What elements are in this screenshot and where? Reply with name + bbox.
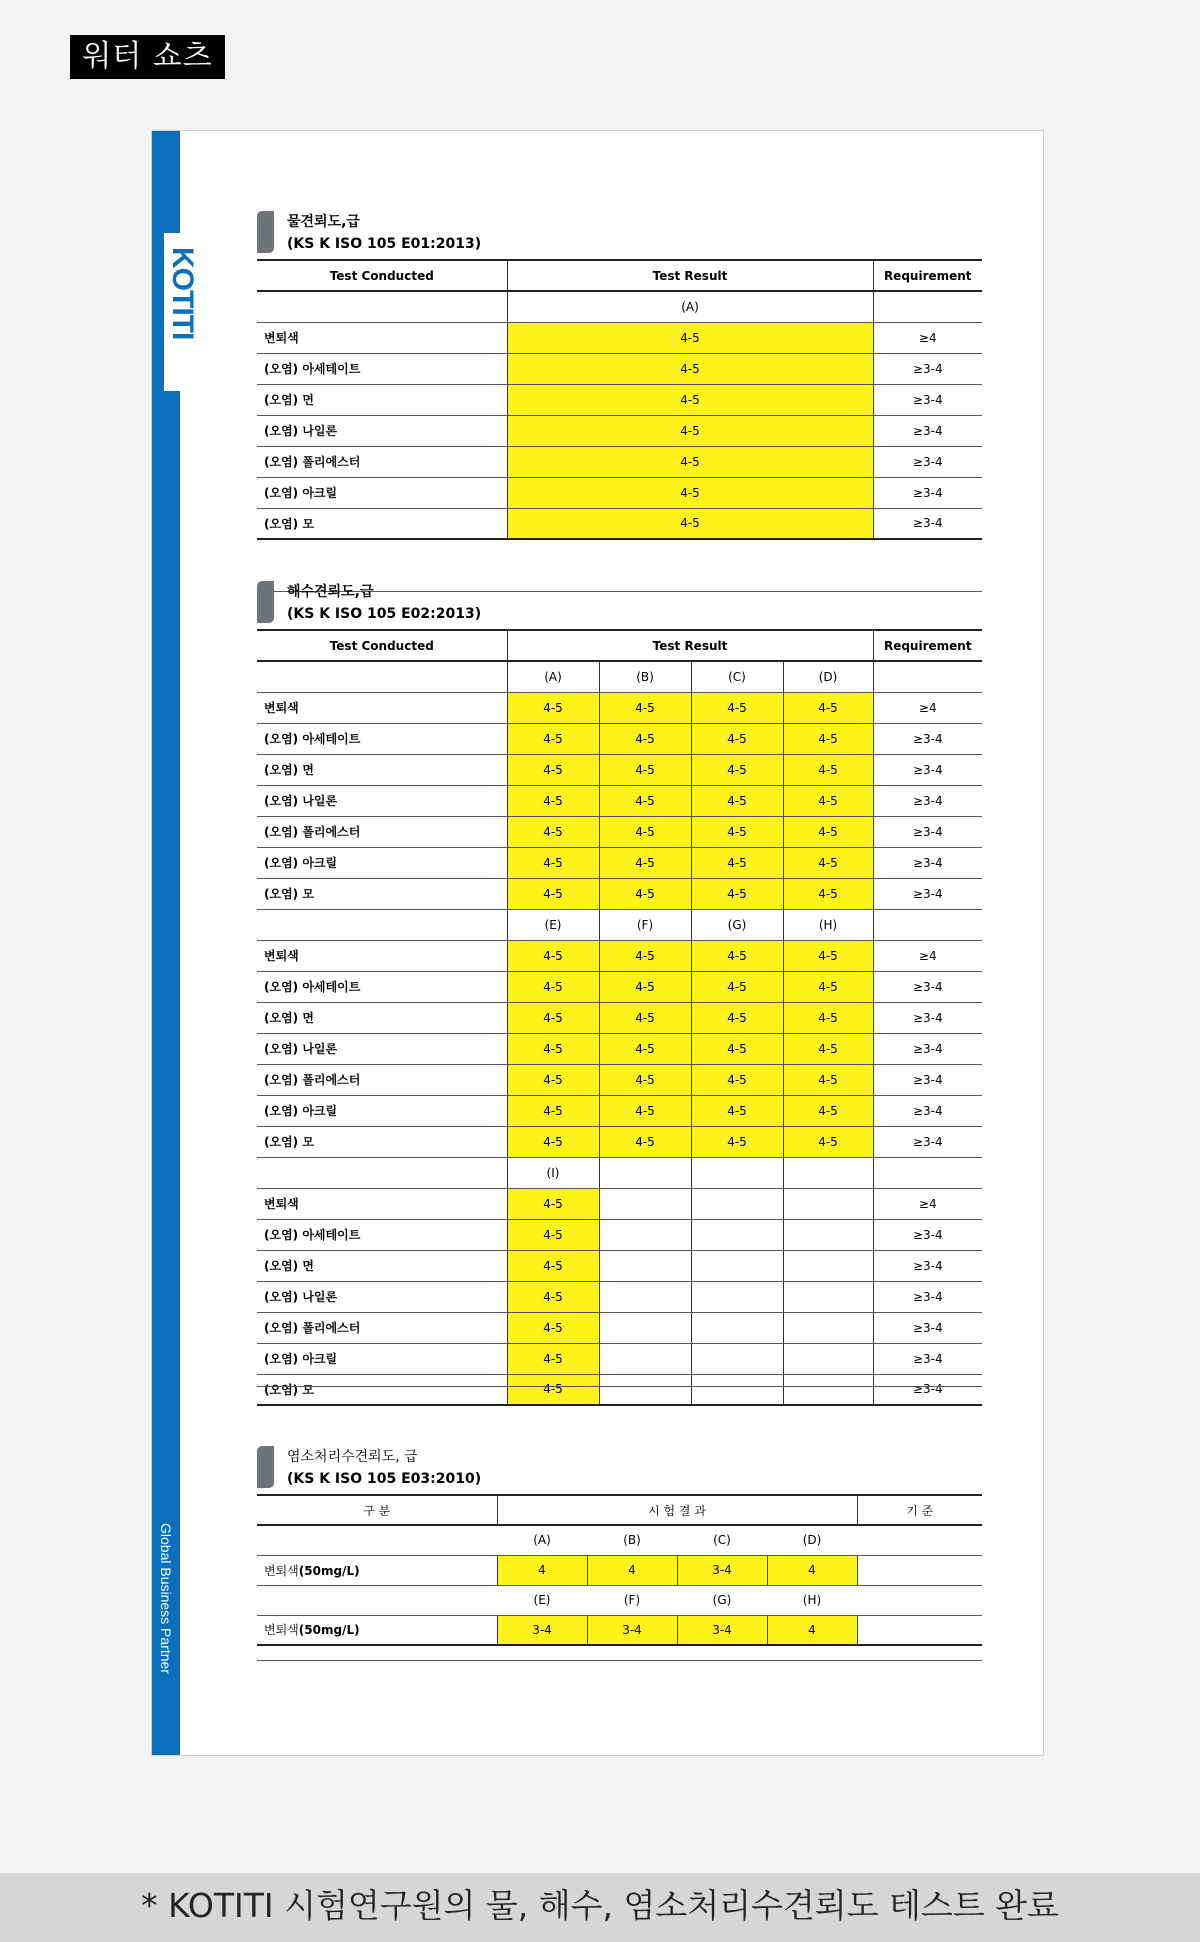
test-name: 변퇴색 [257,1188,507,1219]
empty-cell [857,1615,982,1645]
test-name: 변퇴색 [257,322,507,353]
test-name: 변퇴색 [257,940,507,971]
result-value: 4-5 [783,1126,873,1157]
result-value: 4-5 [507,723,599,754]
empty-cell [599,1312,691,1343]
empty-cell [691,1312,783,1343]
test-report-document [151,130,1044,1756]
result-value: 4-5 [599,1064,691,1095]
table-header-row [257,260,982,291]
sample-label-row [257,1157,982,1188]
result-value: 4-5 [691,723,783,754]
header-test-conducted: Test Conducted [257,260,507,291]
empty-cell [873,661,982,692]
test-name: (오염) 아크릴 [257,847,507,878]
table-row [257,723,982,754]
result-value: 4-5 [507,785,599,816]
column-label-row [257,291,982,322]
test-name: (오염) 모 [257,508,507,539]
empty-cell [691,1157,783,1188]
sample-label: (B) [599,661,691,692]
empty-cell [857,1525,982,1555]
result-value: 3-4 [497,1615,587,1645]
section-seawater-fastness [257,581,982,1406]
table-end-rule [257,1660,982,1661]
test-name: (오염) 폴리에스터 [257,1312,507,1343]
sample-label: (A) [507,291,873,322]
requirement-value: ≥3-4 [873,1126,982,1157]
table-row [257,477,982,508]
result-value: 4-5 [599,1126,691,1157]
result-value: 3-4 [677,1615,767,1645]
requirement-value: ≥3-4 [873,785,982,816]
section-header [257,211,982,259]
empty-cell [783,1343,873,1374]
empty-cell [691,1374,783,1405]
chlorinated-water-table [257,1494,982,1646]
section-marker [257,581,274,623]
table-row [257,754,982,785]
section-standard: (KS K ISO 105 E03:2010) [287,1471,482,1487]
test-name: 변퇴색 [257,692,507,723]
empty-cell [691,1219,783,1250]
result-value: 4-5 [507,477,873,508]
result-value: 4-5 [507,754,599,785]
table-row [257,1343,982,1374]
result-value: 4-5 [783,723,873,754]
result-value: 4-5 [507,1343,599,1374]
test-name: (오염) 면 [257,1250,507,1281]
empty-cell [599,1219,691,1250]
test-name: (오염) 아세테이트 [257,353,507,384]
result-value: 4-5 [599,785,691,816]
table-row [257,353,982,384]
requirement-value: ≥3-4 [873,1219,982,1250]
empty-cell [691,1281,783,1312]
sample-label: (G) [691,909,783,940]
test-name: (오염) 아크릴 [257,1095,507,1126]
result-value: 4-5 [507,1033,599,1064]
table-row [257,847,982,878]
result-value: 4-5 [691,971,783,1002]
empty-cell [783,1250,873,1281]
empty-cell [857,1585,982,1615]
result-value: 4 [767,1615,857,1645]
empty-cell [599,1343,691,1374]
requirement-value: ≥3-4 [873,415,982,446]
test-name: (오염) 나일론 [257,415,507,446]
footer-banner [0,1873,1200,1942]
empty-cell [599,1188,691,1219]
sample-label: (E) [497,1585,587,1615]
result-value: 4-5 [507,692,599,723]
result-value: 4 [767,1555,857,1585]
sample-label: (D) [767,1525,857,1555]
result-value: 4-5 [507,1064,599,1095]
result-value: 4-5 [507,1374,599,1405]
water-fastness-table [257,259,982,540]
result-value: 4-5 [691,754,783,785]
empty-cell [873,909,982,940]
result-value: 4 [587,1555,677,1585]
table-row [257,1615,982,1645]
table-row [257,446,982,477]
result-value: 4-5 [691,1126,783,1157]
result-value: 4-5 [691,1033,783,1064]
requirement-value: ≥3-4 [873,508,982,539]
sample-label-row [257,661,982,692]
table-row [257,384,982,415]
result-value: 4-5 [599,1002,691,1033]
result-value: 4-5 [691,816,783,847]
result-value: 4-5 [691,847,783,878]
table-header-row [257,630,982,661]
empty-cell [873,1157,982,1188]
requirement-value: ≥3-4 [873,971,982,1002]
result-value: 4-5 [599,754,691,785]
header-criteria: 기 준 [857,1495,982,1525]
result-value: 4-5 [507,816,599,847]
test-name [257,1615,497,1645]
table-row [257,1555,982,1585]
requirement-value: ≥3-4 [873,477,982,508]
requirement-value: ≥3-4 [873,816,982,847]
empty-cell [599,1157,691,1188]
table-row [257,971,982,1002]
table-row [257,816,982,847]
sample-label: (F) [599,909,691,940]
result-value: 4-5 [507,1126,599,1157]
empty-cell [257,909,507,940]
empty-cell [783,1219,873,1250]
empty-cell [257,291,507,322]
requirement-value: ≥3-4 [873,1064,982,1095]
sample-label: (F) [587,1585,677,1615]
sample-label: (I) [507,1157,599,1188]
requirement-value: ≥4 [873,1188,982,1219]
table-row [257,1002,982,1033]
header-category: 구 분 [257,1495,497,1525]
sample-label: (G) [677,1585,767,1615]
section-title: 염소처리수견뢰도, 급 [287,1449,418,1465]
empty-cell [783,1374,873,1405]
sample-label: (B) [587,1525,677,1555]
empty-cell [857,1555,982,1585]
result-value: 4-5 [783,692,873,723]
requirement-value: ≥3-4 [873,1095,982,1126]
table-row [257,1033,982,1064]
test-name: (오염) 면 [257,384,507,415]
sample-label-row [257,1585,982,1615]
table-row [257,415,982,446]
result-value: 4-5 [691,1095,783,1126]
table-row [257,1250,982,1281]
table-row [257,1219,982,1250]
test-name: (오염) 모 [257,1374,507,1405]
empty-cell [783,1281,873,1312]
result-value: 4-5 [691,940,783,971]
header-test-result: Test Result [507,630,873,661]
table-row [257,1281,982,1312]
test-name: (오염) 폴리에스터 [257,446,507,477]
requirement-value: ≥3-4 [873,446,982,477]
section-marker [257,1446,274,1488]
empty-cell [691,1343,783,1374]
result-value: 4-5 [507,446,873,477]
result-value: 4-5 [691,1002,783,1033]
result-value: 4-5 [507,322,873,353]
table-row [257,692,982,723]
test-name: (오염) 아세테이트 [257,971,507,1002]
requirement-value: ≥4 [873,322,982,353]
test-name-prefix: 변퇴색 [264,1563,299,1578]
section-standard: (KS K ISO 105 E01:2013) [287,236,482,252]
result-value: 4-5 [783,1002,873,1033]
product-label: 워터 쇼츠 [70,35,225,79]
sample-label: (H) [767,1585,857,1615]
result-value: 4-5 [507,384,873,415]
result-value: 4-5 [599,847,691,878]
table-header-row [257,1495,982,1525]
result-value: 4-5 [507,353,873,384]
test-name: (오염) 모 [257,1126,507,1157]
requirement-value: ≥3-4 [873,1312,982,1343]
result-value: 4-5 [599,723,691,754]
result-value: 4-5 [783,971,873,1002]
kotiti-logo: KOTITI [166,247,199,340]
requirement-value: ≥3-4 [873,878,982,909]
result-value: 4-5 [691,878,783,909]
requirement-value: ≥3-4 [873,723,982,754]
empty-cell [691,1250,783,1281]
requirement-value: ≥3-4 [873,1250,982,1281]
result-value: 4-5 [507,1188,599,1219]
section-standard: (KS K ISO 105 E02:2013) [287,606,482,622]
table-row [257,1188,982,1219]
seawater-fastness-table [257,629,982,1406]
result-value: 4-5 [599,1033,691,1064]
section-marker [257,211,274,253]
empty-cell [783,1188,873,1219]
result-value: 4-5 [507,971,599,1002]
requirement-value: ≥3-4 [873,384,982,415]
empty-cell [599,1374,691,1405]
test-name [257,1555,497,1585]
header-requirement: Requirement [873,630,982,661]
empty-cell [599,1250,691,1281]
header-results: 시 험 결 과 [497,1495,857,1525]
sample-label: (C) [677,1525,767,1555]
empty-cell [691,1188,783,1219]
test-name: (오염) 모 [257,878,507,909]
result-value: 4-5 [599,971,691,1002]
empty-cell [257,661,507,692]
result-value: 4-5 [507,940,599,971]
result-value: 4-5 [691,692,783,723]
table-end-rule [257,1386,982,1387]
requirement-value: ≥4 [873,940,982,971]
table-row [257,785,982,816]
result-value: 4-5 [691,785,783,816]
sample-label: (E) [507,909,599,940]
result-value: 4-5 [507,1312,599,1343]
table-row [257,322,982,353]
result-value: 4-5 [507,878,599,909]
result-value: 4-5 [783,816,873,847]
result-value: 3-4 [587,1615,677,1645]
result-value: 4-5 [507,1281,599,1312]
result-value: 4-5 [599,1095,691,1126]
result-value: 4-5 [507,1095,599,1126]
table-row [257,1312,982,1343]
header-test-result: Test Result [507,260,873,291]
result-value: 4-5 [783,1095,873,1126]
test-name-concentration: (50mg/L) [298,1563,360,1578]
footer-note: * KOTITI 시험연구원의 물, 해수, 염소처리수견뢰도 테스트 완료 [141,1886,1059,1925]
empty-cell [257,1585,497,1615]
result-value: 4-5 [783,878,873,909]
test-name: (오염) 폴리에스터 [257,1064,507,1095]
result-value: 4-5 [599,940,691,971]
requirement-value: ≥3-4 [873,1343,982,1374]
result-value: 4-5 [691,1064,783,1095]
test-name: (오염) 나일론 [257,1281,507,1312]
section-water-fastness [257,211,982,540]
section-chlorinated-water-fastness [257,1446,982,1646]
sample-label: (A) [507,661,599,692]
requirement-value: ≥3-4 [873,1033,982,1064]
requirement-value: ≥3-4 [873,1281,982,1312]
result-value: 4-5 [599,692,691,723]
empty-cell [257,1157,507,1188]
sample-label-row [257,909,982,940]
test-name: (오염) 아세테이트 [257,723,507,754]
sample-label-row [257,1525,982,1555]
header-test-conducted: Test Conducted [257,630,507,661]
test-name: (오염) 면 [257,1002,507,1033]
result-value: 4-5 [507,1219,599,1250]
result-value: 4-5 [783,1033,873,1064]
result-value: 4-5 [599,878,691,909]
test-name: (오염) 면 [257,754,507,785]
empty-cell [783,1157,873,1188]
test-name: (오염) 폴리에스터 [257,816,507,847]
result-value: 4-5 [783,940,873,971]
requirement-value: ≥4 [873,692,982,723]
result-value: 4-5 [507,1250,599,1281]
empty-cell [783,1312,873,1343]
result-value: 3-4 [677,1555,767,1585]
header-requirement: Requirement [873,260,982,291]
empty-cell [873,291,982,322]
table-row [257,940,982,971]
side-slogan: Global Business Partner [158,1523,174,1674]
table-row [257,508,982,539]
test-name: (오염) 나일론 [257,1033,507,1064]
empty-cell [257,1525,497,1555]
sample-label: (A) [497,1525,587,1555]
result-value: 4-5 [507,415,873,446]
section-header [257,1446,982,1494]
empty-cell [599,1281,691,1312]
section-title: 해수견뢰도,급 [287,584,374,600]
result-value: 4-5 [599,816,691,847]
result-value: 4-5 [507,1002,599,1033]
test-name-concentration: (50mg/L) [298,1623,360,1638]
requirement-value: ≥3-4 [873,353,982,384]
sample-label: (D) [783,661,873,692]
sample-label: (H) [783,909,873,940]
result-value: 4-5 [783,754,873,785]
section-header [257,581,982,629]
sample-label: (C) [691,661,783,692]
requirement-value: ≥3-4 [873,1002,982,1033]
test-name: (오염) 나일론 [257,785,507,816]
result-value: 4-5 [507,508,873,539]
result-value: 4 [497,1555,587,1585]
result-value: 4-5 [783,785,873,816]
test-name: (오염) 아크릴 [257,477,507,508]
test-name: (오염) 아세테이트 [257,1219,507,1250]
requirement-value: ≥3-4 [873,847,982,878]
table-row [257,1374,982,1405]
requirement-value: ≥3-4 [873,754,982,785]
table-row [257,1064,982,1095]
result-value: 4-5 [507,847,599,878]
result-value: 4-5 [783,1064,873,1095]
test-name: (오염) 아크릴 [257,1343,507,1374]
table-row [257,1095,982,1126]
section-title: 물견뢰도,급 [287,214,360,230]
requirement-value: ≥3-4 [873,1374,982,1405]
table-row [257,1126,982,1157]
result-value: 4-5 [783,847,873,878]
test-name-prefix: 변퇴색 [264,1623,299,1638]
table-row [257,878,982,909]
